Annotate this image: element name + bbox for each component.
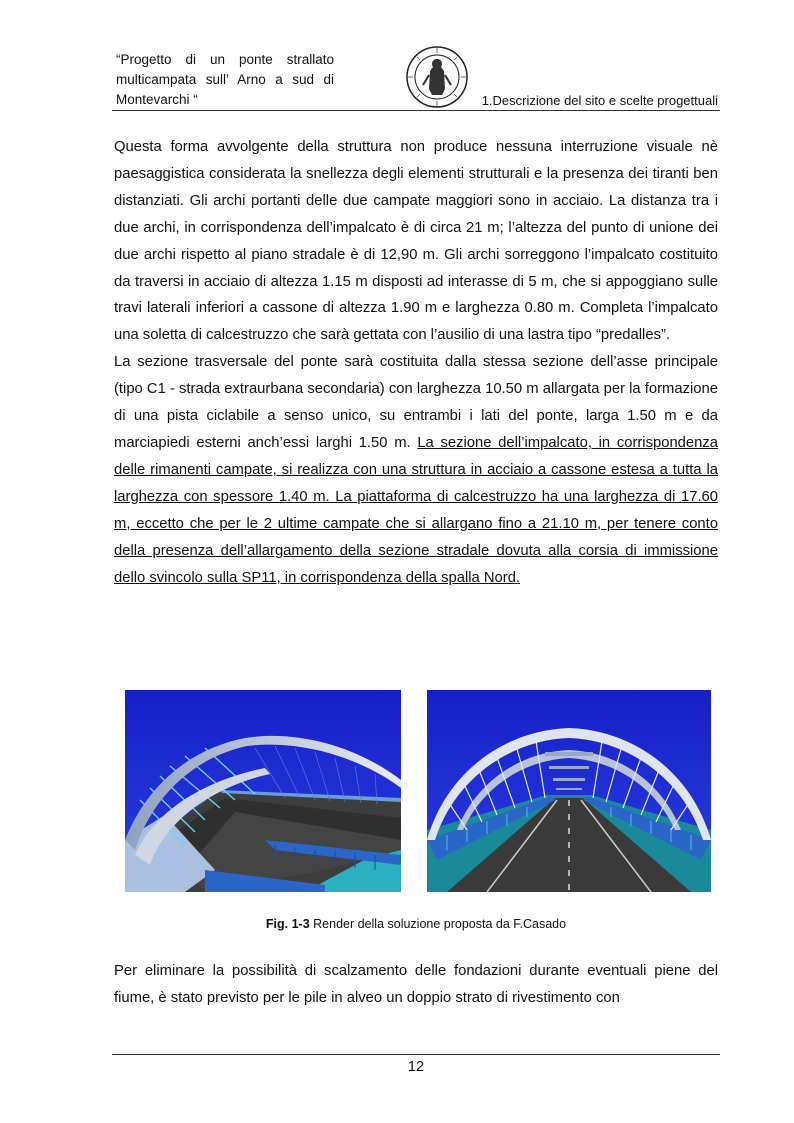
paragraph-3: Per eliminare la possibilità di scalzamento delle fondazioni durante eventuali piene del fiume, è stato previsto per le pile in alveo un doppio strato di rivestimento con xyxy=(114,963,718,1006)
paragraph-2-underlined: La sezione dell’impalcato, in corrispondenza delle rimanenti campate, si realizza con una struttura in acciaio a cassone estesa a tutta la larghezza con spessore 1.40 m. La piattaforma di calcestruzzo ha una larghezza di 17.60 m, eccetto che per le 2 ultime campate che si allargano fino a 21.10 m, per tenere conto della presenza dell’allargamento della sezione stradale dovuta alla corsia di immissione dello svincolo sulla SP11, in corrispondenza della spalla Nord. xyxy=(114,434,718,586)
figure-caption xyxy=(114,917,718,931)
body-text xyxy=(114,134,718,591)
header-divider xyxy=(112,110,720,111)
header-title-line-2: multicampata sull’ Arno a sud di xyxy=(116,72,334,87)
figure-renders xyxy=(125,690,711,892)
paragraph-1: Questa forma avvolgente della struttura non produce nessuna interruzione visuale nè paesaggistica considerata la snellezza degli elementi strutturali e la presenza dei tiranti ben distanziati. Gli archi portanti delle due campate maggiori sono in acciaio. La distanza tra i due archi, in corrispondenza dell’impalcato è di circa 21 m; l’altezza del punto di unione dei due archi rispetto al piano stradale è di 12,90 m. Gli archi sorreggono l’impalcato costituito da traversi in acciaio di altezza 1.15 m disposti ad interasse di 5 m, che si appoggiano sulle travi laterali inferiori a cassone di altezza 1.90 m e larghezza 0.80 m. Completa l’impalcato una soletta di calcestruzzo che sarà gettata con l’ausilio di una lastra tipo “predalles”. xyxy=(114,139,718,344)
figure-caption-text: Render della soluzione proposta da F.Casado xyxy=(309,917,567,931)
header-title-line-3: Montevarchi “ xyxy=(116,92,198,107)
header-title-line-1: “Progetto di un ponte strallato xyxy=(116,52,334,67)
paragraph-2-plain: La sezione trasversale del ponte sarà costituita dalla stessa sezione dell’asse principale (tipo C1 - strada extraurbana secondaria) con larghezza 10.50 m allargata per la formazione di una pista ciclabile a senso unico, su entrambi i lati del ponte, larga 1.50 m e da marciapiedi esterni anch’essi larghi 1.50 m. xyxy=(114,354,718,451)
figure-label: Fig. 1-3 xyxy=(265,917,310,931)
paragraph-2 xyxy=(114,349,718,591)
university-seal-logo xyxy=(405,45,469,109)
body-text-continued xyxy=(114,958,718,1012)
chapter-title: 1.Descrizione del sito e scelte progettuali xyxy=(481,93,718,108)
footer-divider xyxy=(112,1054,720,1055)
header-title xyxy=(116,50,334,110)
bridge-render-side-view xyxy=(125,690,401,892)
bridge-render-front-view xyxy=(427,690,711,892)
page-number: 12 xyxy=(407,1059,425,1075)
